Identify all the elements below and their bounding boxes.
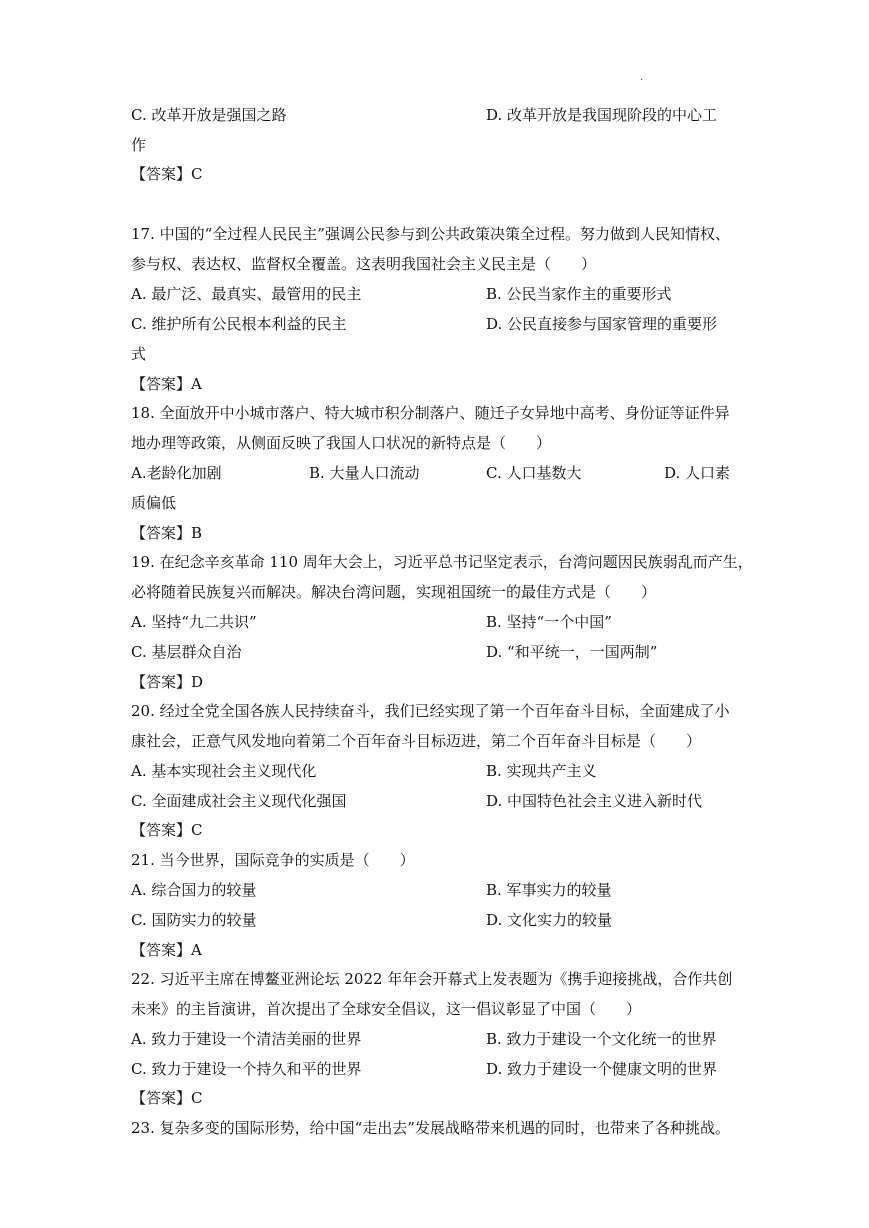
text-line: 式	[131, 345, 147, 363]
option-line: D. 中国特色社会主义进入新时代	[486, 792, 703, 810]
option-line: B. 公民当家作主的重要形式	[486, 285, 672, 303]
option-line: D. “和平统一，一国两制”	[486, 643, 658, 661]
option-line: C. 维护所有公民根本利益的民主	[131, 315, 347, 333]
option-line: A. 致力于建设一个清洁美丽的世界	[131, 1030, 362, 1048]
option-line: A. 最广泛、最真实、最管用的民主	[131, 285, 362, 303]
option-line: B. 实现共产主义	[486, 762, 597, 780]
question-line: 19. 在纪念辛亥革命 110 周年大会上，习近平总书记坚定表示，台湾问题因民族弱乱而产生，	[131, 553, 753, 571]
answer-line: 【答案】C	[131, 1089, 203, 1107]
option-line: A. 基本实现社会主义现代化	[131, 762, 317, 780]
option-line: D. 文化实力的较量	[486, 911, 613, 929]
option-line: C. 改革开放是强国之路	[131, 106, 287, 124]
question-line: 20. 经过全党全国各族人民持续奋斗，我们已经实现了第一个百年奋斗目标，全面建成了小	[131, 702, 730, 720]
option-line: D. 公民直接参与国家管理的重要形	[486, 315, 718, 333]
answer-line: 【答案】A	[131, 941, 202, 959]
option-line: D. 致力于建设一个健康文明的世界	[486, 1060, 718, 1078]
text-line: 质偏低	[131, 494, 177, 512]
option-line: B. 军事实力的较量	[486, 881, 612, 899]
answer-line: 【答案】A	[131, 375, 202, 393]
option-line: B. 坚持“一个中国”	[486, 613, 612, 631]
answer-line: 【答案】C	[131, 165, 203, 183]
option-line: C. 人口基数大	[486, 464, 582, 482]
option-line: C. 国防实力的较量	[131, 911, 257, 929]
question-line: 22. 习近平主席在博鳌亚洲论坛 2022 年年会开幕式上发表题为《携手迎接挑战，合作共创	[131, 970, 733, 988]
option-line: C. 全面建成社会主义现代化强国	[131, 792, 347, 810]
answer-line: 【答案】C	[131, 821, 203, 839]
answer-line: 【答案】D	[131, 673, 204, 691]
question-line: 必将随着民族复兴而解决。解决台湾问题，实现祖国统一的最佳方式是（ ）	[131, 583, 657, 601]
question-line: 参与权、表达权、监督权全覆盖。这表明我国社会主义民主是（ ）	[131, 255, 597, 273]
option-line: A. 综合国力的较量	[131, 881, 257, 899]
question-line: 23. 复杂多变的国际形势，给中国“走出去”发展战略带来机遇的同时，也带来了各种挑战。	[131, 1119, 730, 1137]
option-line: D. 人口素	[664, 464, 731, 482]
question-line: 17. 中国的“全过程人民民主”强调公民参与到公共政策决策全过程。努力做到人民知情权、	[131, 225, 730, 243]
question-line: 21. 当今世界，国际竞争的实质是（ ）	[131, 851, 415, 869]
question-line: 18. 全面放开中小城市落户、特大城市积分制落户、随迁子女异地中高考、身份证等证件异	[131, 404, 730, 422]
option-line: A.老龄化加剧	[131, 464, 222, 482]
header-mark: .	[640, 72, 644, 83]
text-line: 作	[131, 136, 147, 154]
question-line: 康社会，正意气风发地向着第二个百年奋斗目标迈进，第二个百年奋斗目标是（ ）	[131, 732, 702, 750]
option-line: B. 大量人口流动	[309, 464, 420, 482]
question-line: 未来》的主旨演讲，首次提出了全球安全倡议，这一倡议彰显了中国（ ）	[131, 1000, 642, 1018]
option-line: B. 致力于建设一个文化统一的世界	[486, 1030, 717, 1048]
answer-line: 【答案】B	[131, 524, 203, 542]
option-line: C. 基层群众自治	[131, 643, 242, 661]
option-line: D. 改革开放是我国现阶段的中心工	[486, 106, 718, 124]
question-line: 地办理等政策，从侧面反映了我国人口状况的新特点是（ ）	[131, 434, 552, 452]
option-line: C. 致力于建设一个持久和平的世界	[131, 1060, 362, 1078]
option-line: A. 坚持“九二共识”	[131, 613, 257, 631]
